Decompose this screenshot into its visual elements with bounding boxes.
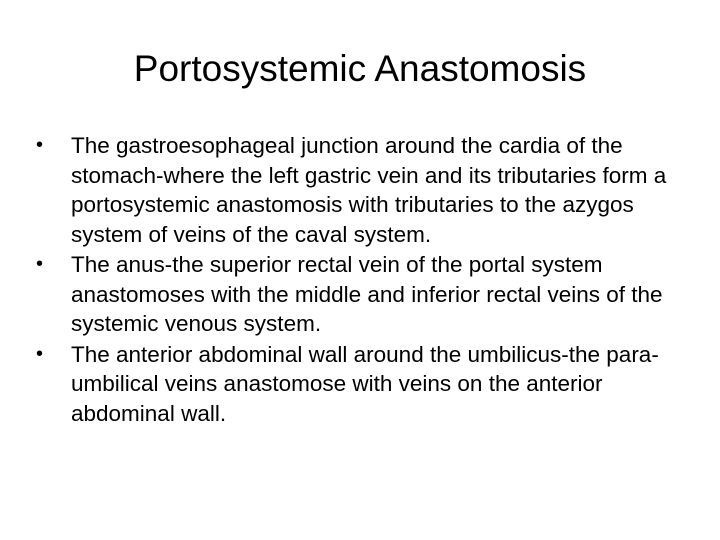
bullet-item-anus (36, 250, 676, 339)
bullet-text: The anterior abdominal wall around the umbilicus-the para-umbilical veins anastomose with veins on the anterior abdominal wall. (71, 341, 659, 426)
bullet-text: The gastroesophageal junction around the cardia of the stomach-where the left gastric vein and its tributaries form a portosystemic anastomosis with tributaries to the azygos system of veins of the caval system. (71, 133, 667, 247)
slide-title: Portosystemic Anastomosis (133, 48, 587, 89)
bullet-icon: • (36, 134, 44, 156)
bullet-text: The anus-the superior rectal vein of the portal system anastomoses with the middle and inferior rectal veins of the systemic venous system. (71, 252, 663, 336)
bullet-icon: • (36, 342, 44, 365)
bullet-list (36, 131, 676, 429)
bullet-item-abdominal-wall (36, 340, 676, 429)
bullet-icon: • (36, 253, 44, 275)
bullet-item-gastroesophageal (36, 131, 676, 249)
